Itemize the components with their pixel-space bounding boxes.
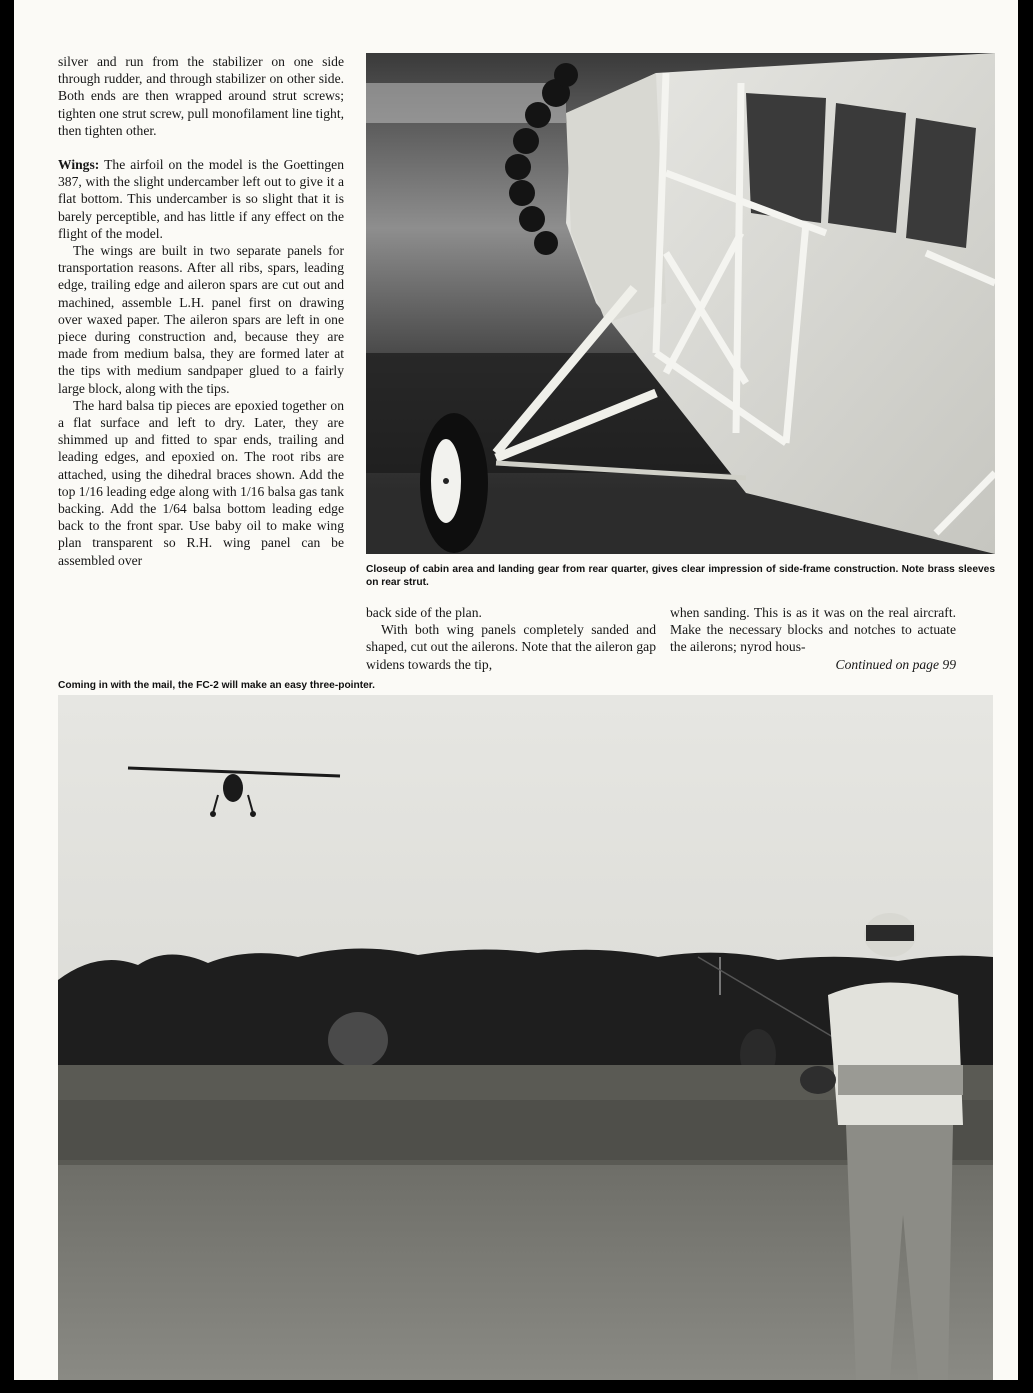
model-flight-photo: [58, 695, 993, 1380]
left-text-column: [58, 53, 344, 569]
wings-airfoil-text: The airfoil on the model is the Goettingen 387, with the slight undercamber left out to give it a flat bottom. This undercamber is so slight that it is barely perceptible, and has little if any effect on the flight of the model.: [58, 157, 344, 241]
middle-text-column: [366, 604, 656, 673]
cabin-closeup-photo: [366, 53, 995, 554]
paragraph-tip-pieces: The hard balsa tip pieces are epoxied together on a flat surface and left to dry. Later, they are shimmed up and fitted to spar ends, trailing and leading edges, and epoxied on. The root ribs are attached, using the dihedral braces shown. Add the top 1/16 leading edge along with 1/16 balsa gas tank backing. Add the 1/64 balsa bottom leading edge back to the front spar. Use baby oil to make wing plan transparent so R.H. wing panel can be assembled over: [58, 397, 344, 568]
paragraph-stabilizer-line: silver and run from the stabilizer on one side through rudder, and through stabilizer on other side. Both ends are then wrapped around strut screws; tighten one strut screw, pull monofilament line tight, then tighten other.: [58, 54, 344, 138]
paragraph-wing-panels: The wings are built in two separate panels for transportation reasons. After all ribs, spars, leading edge, trailing edge and aileron spars are cut out and machined, assemble L.H. panel first on drawing over waxed paper. The aileron spars are left in one piece during construction and, because they are made from medium balsa, they are formed later at the tips with medium sandpaper glued to a fairly large block, along with the tips.: [58, 243, 344, 396]
cabin-closeup-image: [366, 53, 995, 554]
continued-on-page: Continued on page 99: [835, 656, 956, 672]
paragraph-cut-ailerons: With both wing panels completely sanded and shaped, cut out the ailerons. Note that the aileron gap widens towards the tip,: [366, 622, 656, 672]
bottom-photo-caption: Coming in with the mail, the FC-2 will make an easy three-pointer.: [58, 680, 376, 691]
paragraph-sanding: when sanding. This is as it was on the real aircraft. Make the necessary blocks and notches to actuate the ailerons; nyrod hous-: [670, 605, 956, 655]
magazine-page: [14, 0, 1018, 1380]
model-flight-image: [58, 695, 993, 1380]
paragraph-back-side: back side of the plan.: [366, 605, 482, 620]
top-photo-caption: Closeup of cabin area and landing gear from rear quarter, gives clear impression of side-frame construction. Note brass sleeves on rear strut.: [366, 564, 995, 588]
right-text-column: [670, 604, 956, 673]
paragraph-wings-airfoil: [58, 156, 344, 242]
wings-heading: Wings:: [58, 157, 100, 173]
